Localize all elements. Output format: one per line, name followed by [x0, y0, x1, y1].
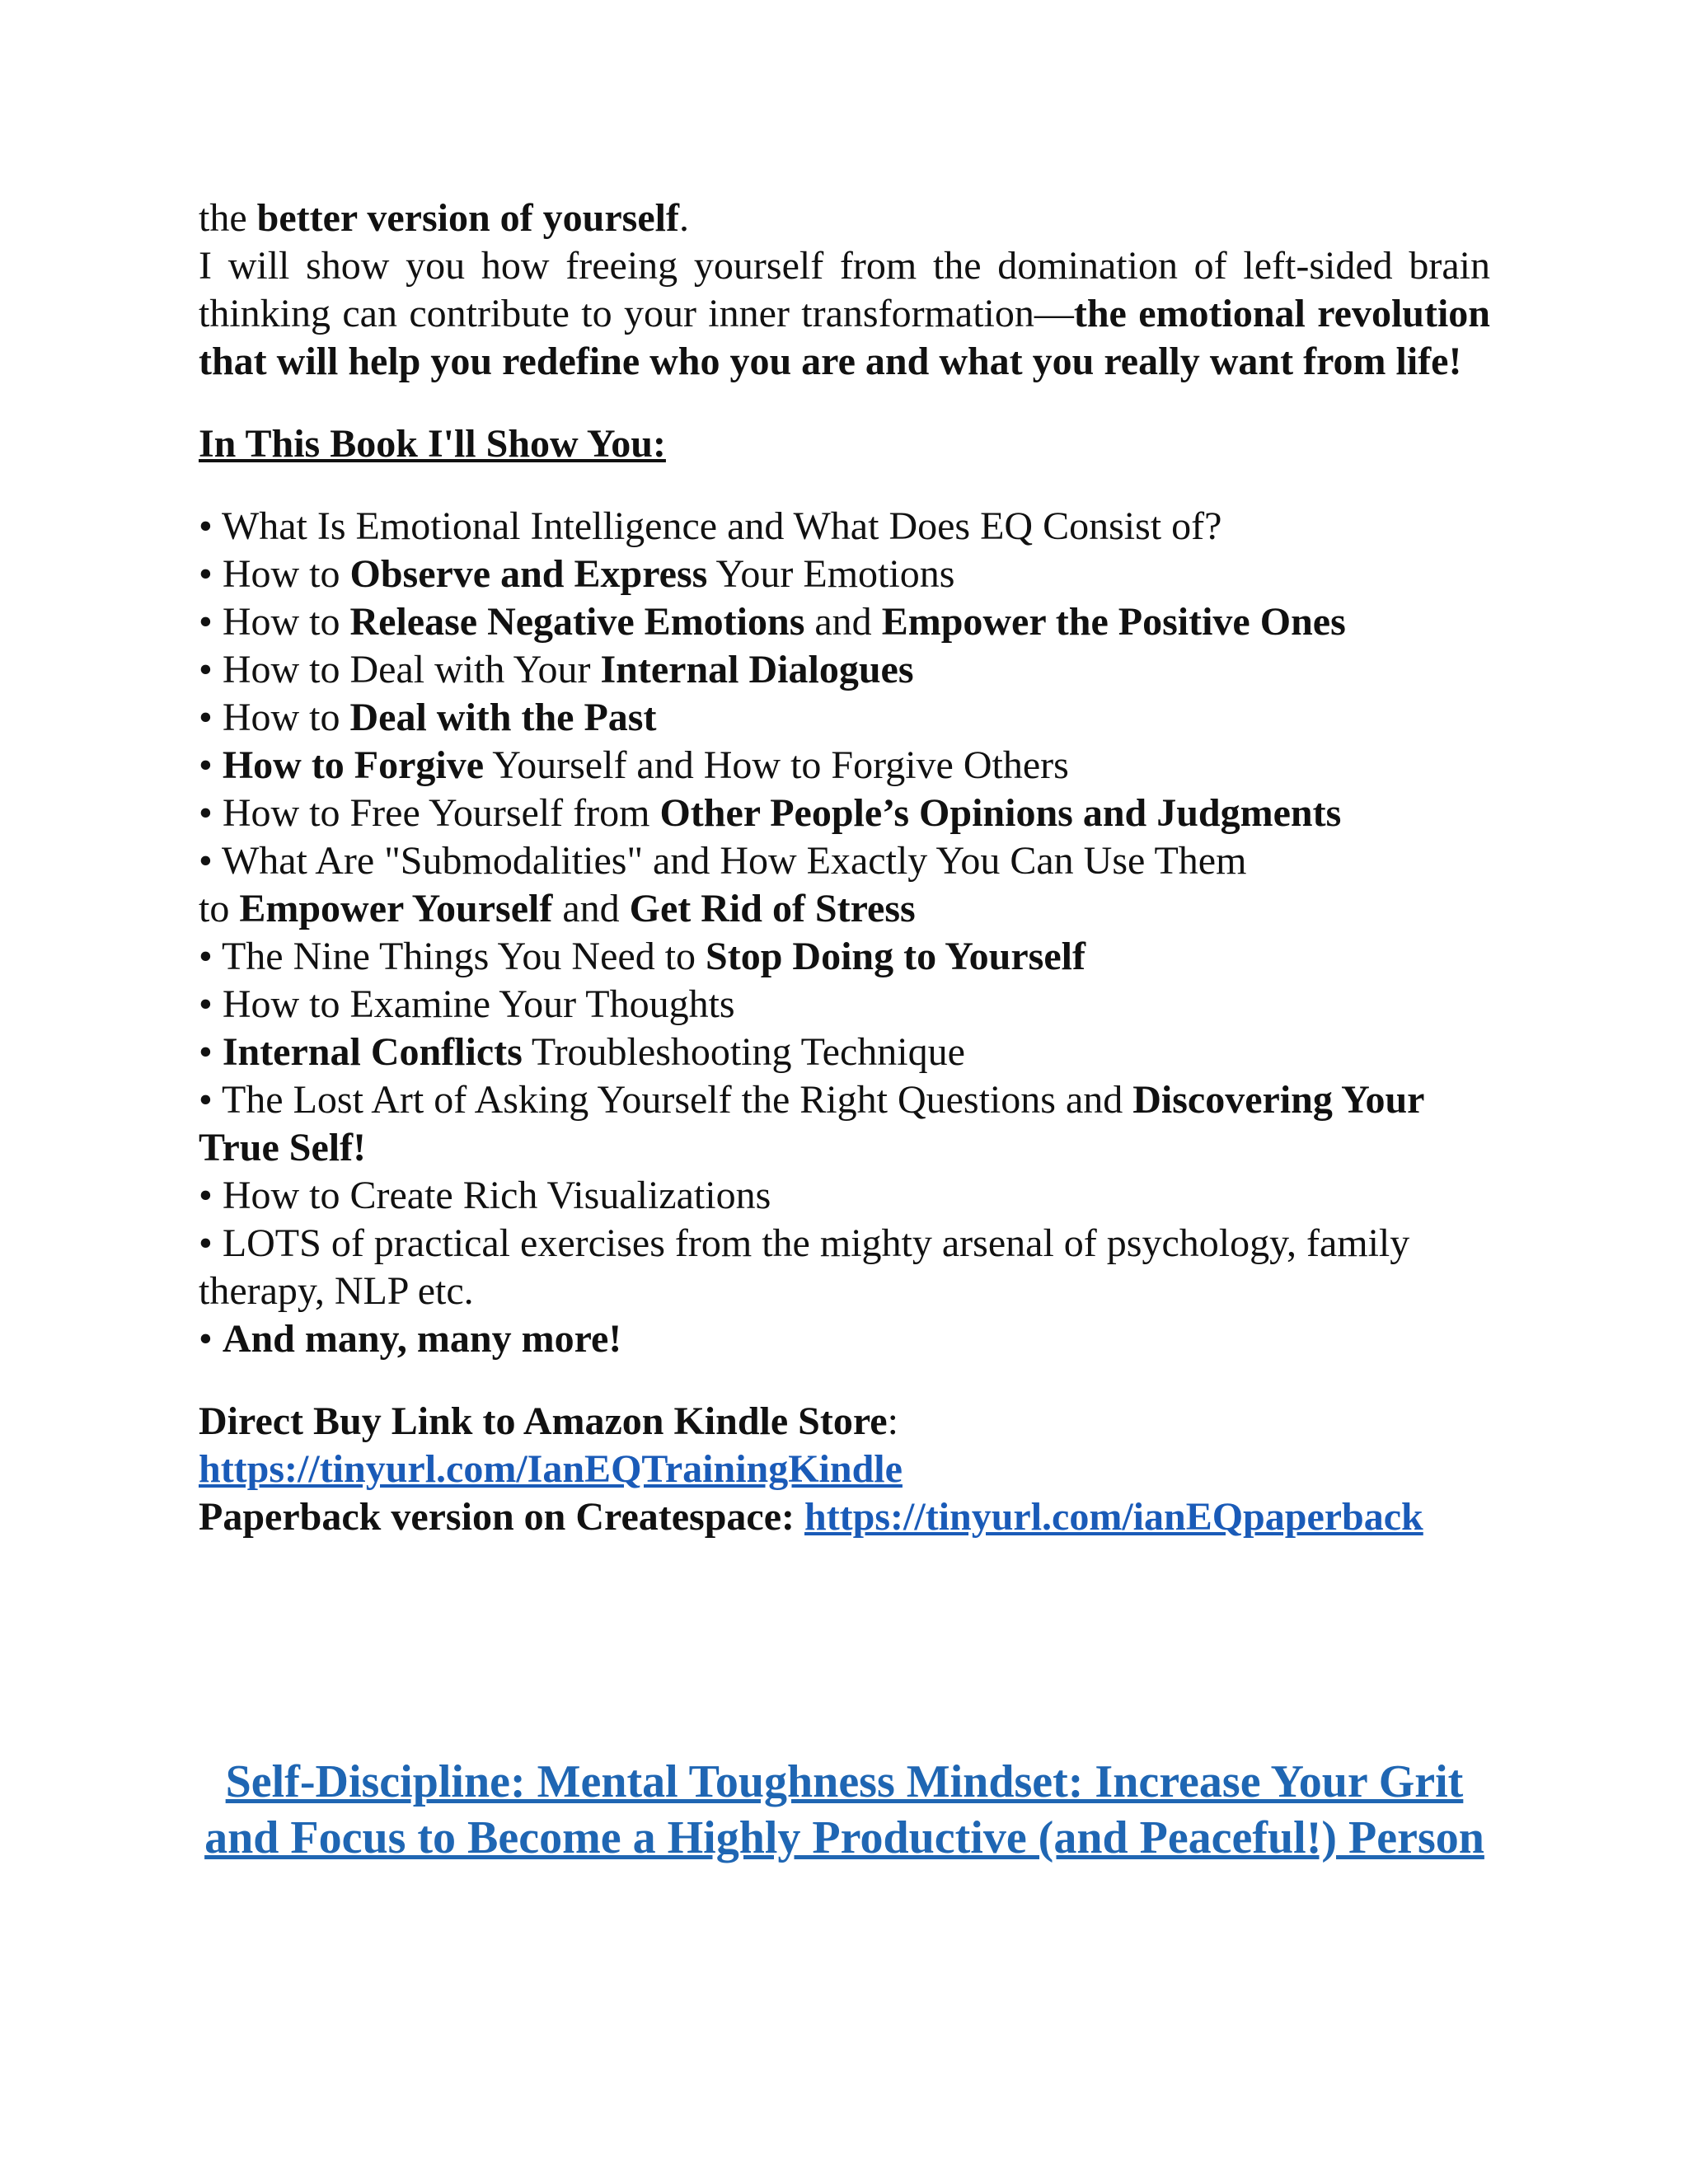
bullet-icon: •: [199, 935, 222, 978]
kindle-label: Direct Buy Link to Amazon Kindle Store: [199, 1399, 888, 1443]
intro-paragraph: [199, 242, 1490, 386]
list-item: [199, 598, 1490, 646]
bullet-text: The Lost Art of Asking Yourself the Right Questions and: [221, 1078, 1133, 1122]
list-item: [199, 646, 1490, 694]
list-item: [199, 503, 1490, 551]
intro-line-post: .: [678, 196, 689, 240]
list-item: [199, 837, 1490, 885]
section-heading: In This Book I'll Show You:: [199, 422, 666, 466]
next-book-title-link[interactable]: Self-Discipline: Mental Toughness Mindset: Increase Your Grit and Focus to Become a Highly Productive (and Peaceful!) Person: [204, 1756, 1484, 1863]
kindle-link[interactable]: https://tinyurl.com/IanEQTrainingKindle: [199, 1447, 903, 1491]
kindle-link-line: [199, 1446, 1490, 1493]
bullet-text: How to: [222, 600, 350, 644]
list-item: [199, 1220, 1490, 1315]
buy-links: [199, 1398, 1490, 1541]
bullet-text: How to Create Rich Visualizations: [222, 1174, 771, 1217]
bullet-icon: •: [199, 648, 223, 691]
bullet-bold-text: Internal Conflicts: [222, 1030, 523, 1074]
intro-line-bold: better version of yourself: [256, 196, 679, 240]
bullet-icon: •: [199, 839, 222, 883]
bullet-icon: •: [199, 696, 223, 739]
kindle-colon: :: [887, 1399, 898, 1443]
bullet-icon: •: [199, 504, 222, 548]
bullet-icon: •: [199, 1221, 223, 1265]
bullet-icon: •: [199, 1030, 223, 1074]
bullet-text: Troubleshooting Technique: [522, 1030, 965, 1074]
bullet-text: How to Free Yourself from: [222, 791, 660, 835]
page-content: [199, 194, 1490, 1541]
list-item: [199, 790, 1490, 837]
bullet-icon: •: [199, 743, 223, 787]
list-item-continuation: [199, 885, 1490, 933]
bullet-text: How to Examine Your Thoughts: [222, 982, 735, 1026]
list-item: [199, 742, 1490, 790]
bullet-bold-text: Get Rid of Stress: [629, 887, 916, 930]
intro-paragraph-bold: the emotional revolution that will help you redefine who you are and what you really want from life!: [199, 292, 1490, 383]
bullet-icon: •: [199, 1317, 223, 1361]
bullet-text: How to: [222, 552, 350, 596]
bullet-bold-text: Stop Doing to Yourself: [706, 935, 1085, 978]
list-item: [199, 981, 1490, 1029]
bullet-bold-text: Empower Yourself: [239, 887, 553, 930]
paperback-link[interactable]: https://tinyurl.com/ianEQpaperback: [804, 1495, 1423, 1539]
intro-paragraph-text: I will show you how freeing yourself from the domination of left-sided brain thinking can contribute to your inner transformation—: [199, 244, 1490, 335]
bullet-bold-text: Release Negative Emotions: [349, 600, 805, 644]
intro-line-pre: the: [199, 196, 257, 240]
list-item: [199, 694, 1490, 742]
bullet-text: and: [804, 600, 882, 644]
intro-line: [199, 194, 1490, 242]
bullet-bold-text: Observe and Express: [349, 552, 708, 596]
bullet-icon: •: [199, 552, 223, 596]
bullet-text: The Nine Things You Need to: [221, 935, 706, 978]
bullet-text: How to: [222, 696, 350, 739]
list-item: [199, 1172, 1490, 1220]
bullet-text: to: [199, 887, 240, 930]
list-item: [199, 933, 1490, 981]
bullet-bold-text: Other People’s Opinions and Judgments: [659, 791, 1342, 835]
list-item: [199, 1076, 1490, 1172]
bullet-text: LOTS of practical exercises from the mighty arsenal of psychology, family therapy, NLP etc.: [199, 1221, 1410, 1313]
paperback-line: [199, 1493, 1490, 1541]
bullet-bold-text: Deal with the Past: [349, 696, 657, 739]
bullet-icon: •: [199, 1174, 223, 1217]
bullet-text: Yourself and How to Forgive Others: [484, 743, 1069, 787]
bullet-icon: •: [199, 600, 223, 644]
bullet-text: and: [552, 887, 630, 930]
bullet-text: What Is Emotional Intelligence and What Does EQ Consist of?: [221, 504, 1222, 548]
bullet-bold-text: Discovering Your True Self!: [199, 1078, 1424, 1169]
list-item: [199, 551, 1490, 598]
bullet-bold-text: How to Forgive: [222, 743, 485, 787]
bullet-bold-text: And many, many more!: [222, 1317, 622, 1361]
bullet-text: How to Deal with Your: [222, 648, 601, 691]
list-item: [199, 1029, 1490, 1076]
bullet-icon: •: [199, 1078, 222, 1122]
bullet-icon: •: [199, 791, 223, 835]
bullet-list: [199, 503, 1490, 1363]
bullet-icon: •: [199, 982, 223, 1026]
bullet-bold-text: Empower the Positive Ones: [881, 600, 1346, 644]
kindle-line: [199, 1398, 1490, 1446]
bullet-text: Your Emotions: [707, 552, 955, 596]
bullet-bold-text: Internal Dialogues: [600, 648, 914, 691]
bullet-text: What Are "Submodalities" and How Exactly You Can Use Them: [221, 839, 1247, 883]
paperback-label: Paperback version on Createspace:: [199, 1495, 804, 1539]
list-item: [199, 1315, 1490, 1363]
